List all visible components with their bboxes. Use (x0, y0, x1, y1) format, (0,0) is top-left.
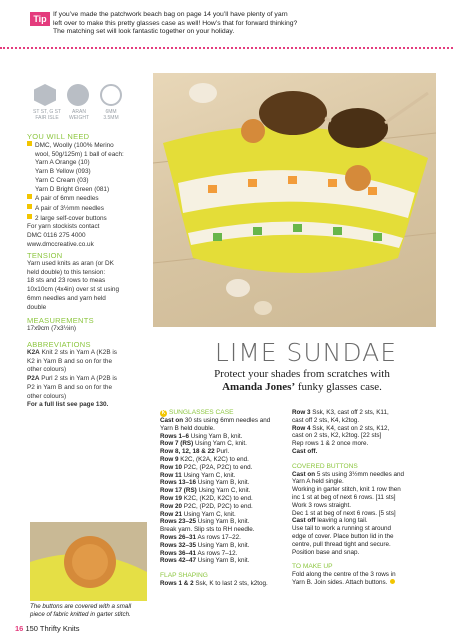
badge-label: 6MM 3.5MM (103, 109, 119, 121)
badge-label: ST ST, G ST FAIR ISLE (33, 109, 61, 121)
abbreviations-section: ABBREVIATIONS K2A Knit 2 sts in Yarn A (K2B is K2 in Yarn B and so on for the other colours) P2A Purl 2 sts in Yarn A (P2B is P2 in Yarn B and so on for the other colours) For a full list see page 130. (27, 340, 149, 410)
section-heading: SUNGLASSES CASE (169, 409, 234, 416)
tension-section: TENSION Yarn used knits as aran (or DK held double) to this tension: 18 sts and 23 rows to meas 10x10cm (4x4in) over st st using 6mm needles and yarn held double (27, 251, 149, 312)
section-heading: FLAP SHAPING (160, 572, 208, 580)
yarn-ball-icon (67, 84, 89, 106)
instruction-row: Row 9 K2C, (K2A, K2C) to end. (160, 455, 249, 463)
page-number: 16 (15, 624, 24, 633)
instruction-row: Rows 26–31 As rows 17–22. (160, 533, 241, 541)
main-photo (153, 73, 436, 327)
instruction-row: Break yarn. Slip sts to RH needle. (160, 526, 255, 534)
glasses-case-illustration (153, 73, 436, 327)
instruction-row: Row 7 (RS) Using Yarn C, knit. (160, 440, 247, 448)
section-heading: TO MAKE UP (292, 563, 333, 571)
instruction-row: Row 10 P2C, (P2A, P2C) to end. (160, 463, 253, 471)
tip-text: If you’ve made the patchwork beach bag on page 14 you’ll have plenty of yarn left over to make this pretty glasses case as well! How’s that for forward thinking? The matching set will look fantastic together on your holiday. (53, 11, 298, 36)
covered-button (345, 165, 371, 191)
needle-size-icon (100, 84, 122, 106)
instruction-row: Row 11 Using Yarn C, knit. (160, 471, 236, 479)
section-heading: MEASUREMENTS (27, 316, 94, 325)
instruction-row: Dec 1 st at beg of next 6 rows. [5 sts] (292, 509, 396, 517)
instruction-row: Cast off. (292, 447, 318, 455)
shell (254, 301, 272, 315)
instruction-row: Row 4 Ssk, K4, cast on 2 sts, K12, (292, 424, 390, 432)
section-heading: YOU WILL NEED (27, 132, 90, 141)
hexagon-icon (34, 84, 56, 106)
instruction-row: Row 17 (RS) Using Yarn C, knit. (160, 487, 251, 495)
section-heading: COVERED BUTTONS (292, 462, 358, 470)
you-will-need-section: YOU WILL NEED DMC, Woolly (100% Merino wool, 50g/125m) 1 ball of each: Yarn A Orange (10) Yarn B Yellow (093) Yarn C Cream (03) Yarn D Bright Green (081) A pair of 6mm needles A pair of 3½mm needles 2 large self-cover buttons For yarn stockists contact DMC 0116 275 4000 www.dmccreative.co.uk (27, 132, 149, 249)
instruction-row: inc 1 st at beg of next 6 rows. [11 sts] (292, 493, 396, 501)
page-title: LIME SUNDAE (214, 338, 398, 367)
measurements-section: MEASUREMENTS 17x9cm (7x3½in) (27, 316, 149, 334)
instruction-row: Rows 1–6 Using Yarn B, knit. (160, 432, 243, 440)
instruction-row: cast on 2 sts, K2, k2tog. [22 sts] (292, 432, 382, 440)
row-list (160, 433, 288, 566)
instruction-row: Rows 13–16 Using Yarn B, knit. (160, 479, 250, 487)
covered-button (241, 119, 265, 143)
sunglasses-lens (259, 91, 327, 135)
row-list (292, 471, 432, 557)
instruction-row: Rows 36–41 As rows 7–12. (160, 549, 238, 557)
instruction-row: Row 19 K2C, (K2D, K2C) to end. (160, 494, 253, 502)
instruction-row: centre, pull thread tight and secure. (292, 540, 391, 548)
subtitle: Protect your shades from scratches with Amanda Jones’ funky glasses case. (214, 368, 390, 393)
instruction-row: Use tail to work a running st around (292, 525, 392, 533)
magazine-name: 150 Thrifty Knits (25, 624, 80, 633)
instruction-row: Rows 32–35 Using Yarn B, knit. (160, 541, 250, 549)
instruction-row: Row 21 Using Yarn C, knit. (160, 510, 236, 518)
instruction-row: Working in garter stitch, knit 1 row then (292, 486, 401, 494)
instructions-column-1: K SUNGLASSES CASE Cast on 30 sts using 6mm needles and Yarn B held double. Rows 1–6 Using Yarn B, knit. Row 7 (RS) Using Yarn C, knit. Row 8, 12, 18 & 22 Purl. Row 9 K2C, (K2A, K2C) to end. Row 10 P2C, (P2A, P2C) to end. Row 11 Using Yarn C, knit. Rows 13–16 Using Yarn B, knit. Row 17 (RS) Using Yarn C, knit. Row 19 K2C, (K2D, K2C) to end. Row 20 P2C, (P2D, P2C) to end. Row 21 Using Yarn C, knit. Rows 23–25 Using Yarn B, knit. Break yarn. Slip sts to RH needle. Rows 26–31 As rows 17–22. Rows 32–35 Using Yarn B, knit. Rows 36–41 As rows 7–12. Rows 42–47 Using Yarn B, knit. FLAP SHAPING Rows 1 & 2 Ssk, K to last 2 sts, k2tog. (160, 409, 288, 588)
instruction-row: Work 3 rows straight. (292, 501, 352, 509)
photo-caption: The buttons are covered with a small piece of fabric knitted in garter stitch. (30, 603, 132, 618)
badge-label: ARAN WEIGHT (69, 109, 89, 121)
instructions-column-2: Row 3 Ssk, K3, cast off 2 sts, K11, cast off 2 sts, K4, k2tog. Row 4 Ssk, K4, cast on 2 sts, K12, cast on 2 sts, K2, k2tog. [22 sts] Rep rows 1 & 2 once more. Cast off. COVERED BUTTONS Cast on 5 sts using 3½mm needles and Yarn A held single. Working in garter stitch, knit 1 row then inc 1 st at beg of next 6 rows. [11 sts] Work 3 rows straight. Dec 1 st at beg of next 6 rows. [5 sts] Cast off leaving a long tail. Use tail to work a running st around edge of cover. Place button lid in the centre, pull thread tight and secure. Position base and snap. TO MAKE UP Fold along the centre of the 3 rows in Yarn B. Join sides. Attach buttons. (292, 409, 432, 587)
dotted-divider (0, 47, 453, 49)
pattern-badges (30, 84, 130, 134)
instruction-row: Rows 42–47 Using Yarn B, knit. (160, 557, 250, 565)
instruction-row: Yarn A held single. (292, 478, 344, 486)
page-footer (15, 624, 80, 633)
instruction-row: edge of cover. Place button lid in the (292, 532, 394, 540)
instruction-row: Row 3 Ssk, K3, cast off 2 sts, K11, (292, 409, 389, 416)
instruction-row: Rep rows 1 & 2 once more. (292, 440, 369, 448)
button-photo (30, 522, 147, 601)
section-heading: ABBREVIATIONS (27, 340, 91, 349)
instruction-row: Position base and snap. (292, 548, 360, 556)
instruction-row: cast off 2 sts, K4, k2tog. (292, 416, 360, 424)
instruction-row: Cast off leaving a long tail. (292, 517, 368, 525)
shell (226, 279, 250, 297)
sunglasses-lens (328, 108, 388, 148)
instruction-row: Row 8, 12, 18 & 22 Purl. (160, 448, 230, 456)
instruction-row: Cast on 5 sts using 3½mm needles and (292, 470, 405, 478)
row-list (292, 409, 432, 456)
section-heading: TENSION (27, 251, 63, 260)
shell (189, 83, 217, 103)
instruction-row: Rows 23–25 Using Yarn B, knit. (160, 518, 250, 526)
knit-badge: K (161, 410, 166, 416)
instruction-row: Row 20 P2C, (P2D, P2C) to end. (160, 502, 253, 510)
end-marker-icon (390, 579, 395, 584)
tip-badge: Tip (30, 12, 50, 26)
